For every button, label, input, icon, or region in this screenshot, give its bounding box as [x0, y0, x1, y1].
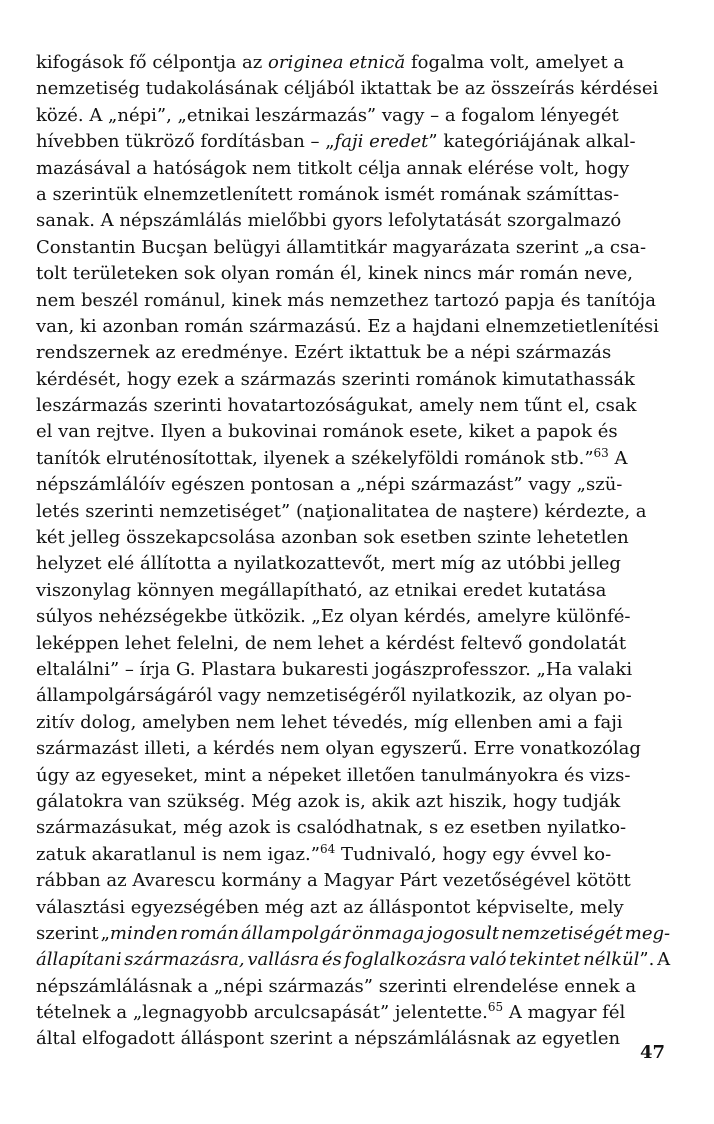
- text-line: [36, 815, 670, 841]
- text-segment: fogalma volt, amelyet a: [405, 52, 625, 73]
- text-segment: van, ki azonban román származású. Ez a hajdani elnemzetietlenítési: [36, 315, 659, 337]
- text-line: [36, 1000, 670, 1026]
- text-segment: mazásával a hatóságok nem titkolt célja annak elérése volt, hogy: [36, 157, 630, 179]
- text-segment: nem beszél románul, kinek más nemzethez tartozó papja és tanítója: [36, 289, 656, 311]
- text-line: [36, 842, 670, 868]
- text-line: [36, 947, 670, 973]
- text-line: [36, 499, 670, 525]
- text-segment: A: [608, 447, 628, 469]
- text-segment: tolt területeken sok olyan román él, kinek nincs már román neve,: [36, 263, 633, 285]
- text-line: [36, 288, 670, 314]
- text-segment: viszonylag könnyen megállapítható, az etnikai eredet kutatása: [36, 579, 607, 601]
- text-line: [36, 525, 670, 551]
- text-segment: zitív dolog, amelyben nem lehet tévedés, míg ellenben ami a faji: [36, 711, 623, 733]
- text-line: [36, 76, 670, 102]
- text-segment: szerint „: [36, 922, 110, 944]
- italic-text: originea etnică: [268, 52, 406, 73]
- text-line: [36, 472, 670, 498]
- text-line: [36, 103, 670, 129]
- text-line: [36, 235, 670, 261]
- text-segment: származást illeti, a kérdés nem olyan egyszerű. Erre vonatkozólag: [36, 738, 641, 760]
- text-line: [36, 789, 670, 815]
- text-line: [36, 974, 670, 1000]
- text-line: [36, 921, 670, 947]
- text-segment: rábban az Avarescu kormány a Magyar Párt vezetőségével kötött: [36, 870, 631, 892]
- text-line: [36, 50, 670, 76]
- text-segment: két jelleg összekapcsolása azonban sok esetben szinte lehetetlen: [36, 527, 629, 549]
- text-segment: közé. A „népi”, „etnikai leszármazás” vagy – a fogalom lényegét: [36, 104, 619, 126]
- text-segment: állampolgárságáról vagy nemzetiségéről nyilatkozik, az olyan po-: [36, 685, 632, 707]
- text-segment: tanítók elruténosítottak, ilyenek a székelyföldi románok stb.”: [36, 447, 594, 469]
- text-segment: tételnek a „legnagyobb arculcsapását” jelentette.: [36, 1002, 488, 1024]
- footnote-ref: 65: [487, 1000, 504, 1015]
- body-text: [36, 50, 670, 1053]
- text-line: [36, 261, 670, 287]
- text-line: [36, 631, 670, 657]
- text-segment: ”. A: [639, 949, 671, 971]
- text-segment: el van rejtve. Ilyen a bukovinai románok esete, kiket a papok és: [36, 421, 618, 443]
- text-segment: népszámlálásnak a „népi származás” szerinti elrendelése ennek a: [36, 975, 637, 997]
- text-line: [36, 895, 670, 921]
- text-line: [36, 710, 670, 736]
- text-segment: választási egyezségében még azt az álláspontot képviselte, mely: [36, 896, 624, 918]
- text-segment: népszámlálóív egészen pontosan a „népi származást” vagy „szü-: [36, 474, 623, 496]
- text-segment: gálatokra van szükség. Még azok is, akik azt hiszik, hogy tudják: [36, 790, 621, 812]
- italic-text: minden román állampolgár önmaga jogosult nemzetiségét meg-: [109, 922, 671, 944]
- text-line: [36, 129, 670, 155]
- text-line: [36, 367, 670, 393]
- text-segment: Tudnivaló, hogy egy évvel ko-: [335, 843, 612, 865]
- text-line: [36, 419, 670, 445]
- footnote-ref: 64: [319, 841, 336, 856]
- text-segment: származásukat, még azok is csalódhatnak, s ez esetben nyilatko-: [36, 817, 627, 839]
- footnote-ref: 63: [593, 445, 609, 460]
- text-line: [36, 156, 670, 182]
- text-segment: helyzet elé állította a nyilatkozattevőt, mert míg az utóbbi jelleg: [36, 553, 621, 575]
- text-segment: sanak. A népszámlálás mielőbbi gyors lefolytatását szorgalmazó: [36, 210, 622, 232]
- italic-text: állapítani származásra, vallásra és foglalkozásra való tekintet nélkül: [36, 949, 640, 971]
- text-segment: rendszernek az eredménye. Ezért iktattuk be a népi származás: [36, 342, 612, 364]
- text-segment: kérdését, hogy ezek a származás szerinti románok kimutathassák: [36, 368, 635, 390]
- text-line: [36, 182, 670, 208]
- text-line: [36, 868, 670, 894]
- text-line: [36, 340, 670, 366]
- text-segment: leszármazás szerinti hovatartozóságukat, amely nem tűnt el, csak: [36, 395, 637, 417]
- text-segment: által elfogadott álláspont szerint a népszámlálásnak az egyetlen: [36, 1028, 621, 1050]
- text-line: [36, 393, 670, 419]
- text-segment: kifogások fő célpontja az: [36, 52, 268, 73]
- text-line: [36, 763, 670, 789]
- text-segment: eltalálni” – írja G. Plastara bukaresti jogászprofesszor. „Ha valaki: [36, 658, 633, 680]
- text-segment: a szerintük elnemzetlenített románok ismét romának számíttas-: [36, 183, 620, 205]
- text-segment: úgy az egyeseket, mint a népeket illetően tanulmányokra és vizs-: [36, 764, 631, 786]
- text-segment: zatuk akaratlanul is nem igaz.”: [36, 843, 320, 865]
- text-line: [36, 446, 670, 472]
- text-line: [36, 551, 670, 577]
- text-line: [36, 314, 670, 340]
- text-line: [36, 736, 670, 762]
- page-number: 47: [640, 1042, 666, 1063]
- text-segment: leképpen lehet felelni, de nem lehet a kérdést feltevő gondolatát: [36, 632, 627, 654]
- text-line: [36, 208, 670, 234]
- text-line: [36, 578, 670, 604]
- text-segment: letés szerinti nemzetiséget” (naţionalitatea de naştere) kérdezte, a: [36, 500, 647, 522]
- text-segment: nemzetiség tudakolásának céljából iktattak be az összeírás kérdései: [36, 78, 659, 100]
- italic-text: faji eredet: [334, 131, 429, 153]
- text-segment: hívebben tükröző fordításban – „: [36, 131, 335, 153]
- text-line: [36, 1026, 670, 1052]
- text-line: [36, 683, 670, 709]
- text-segment: A magyar fél: [503, 1002, 626, 1024]
- text-segment: Constantin Bucşan belügyi államtitkár magyarázata szerint „a csa-: [36, 236, 647, 258]
- text-line: [36, 657, 670, 683]
- text-line: [36, 604, 670, 630]
- text-segment: súlyos nehézségekbe ütközik. „Ez olyan kérdés, amelyre különfé-: [36, 606, 631, 628]
- text-segment: ” kategóriájának alkal-: [428, 131, 636, 153]
